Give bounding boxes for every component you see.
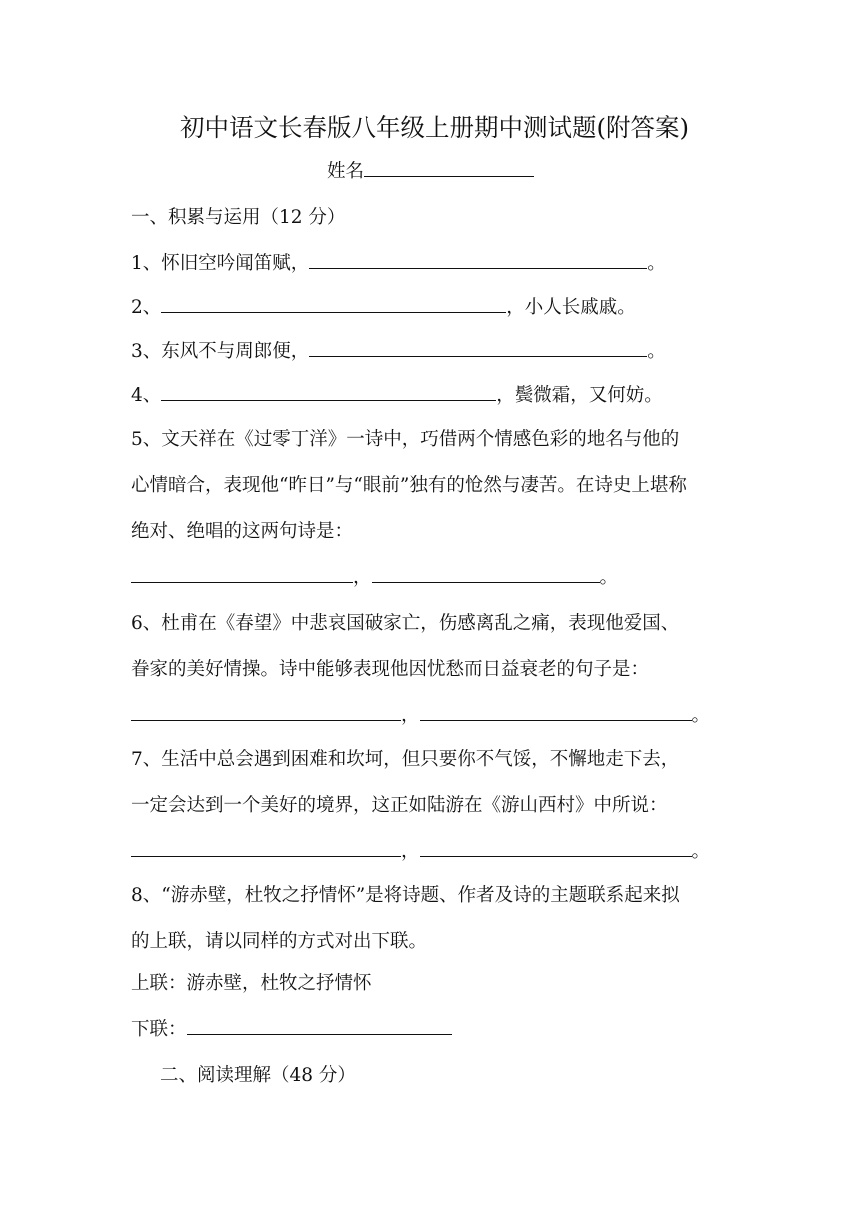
question-5-line3: 绝对、绝唱的这两句诗是： bbox=[131, 521, 354, 542]
q6-blank-2[interactable] bbox=[420, 704, 692, 721]
q7-separator: ， bbox=[401, 841, 420, 862]
question-7-line1: 7、生活中总会遇到困难和坎坷，但只要你不气馁，不懈地走下去， bbox=[131, 749, 680, 770]
question-3 bbox=[131, 340, 666, 364]
q2-text: ，小人长戚戚。 bbox=[506, 297, 636, 318]
q3-blank[interactable] bbox=[309, 340, 647, 357]
upper-couplet: 上联：游赤壁，杜牧之抒情怀 bbox=[131, 973, 372, 994]
section2-heading: 二、阅读理解（48 分） bbox=[160, 1065, 356, 1086]
question-5-answer bbox=[131, 566, 618, 590]
page-title: 初中语文长春版八年级上册期中测试题(附答案) bbox=[180, 113, 690, 142]
section1-heading: 一、积累与运用（12 分） bbox=[131, 207, 346, 228]
q7-end: 。 bbox=[691, 841, 711, 862]
q1-number: 1、 bbox=[131, 253, 162, 274]
lower-couplet-label: 下联： bbox=[131, 1019, 187, 1040]
q5-blank-1[interactable] bbox=[131, 566, 353, 583]
q2-blank[interactable] bbox=[161, 296, 506, 313]
question-7-line2: 一定会达到一个美好的境界，这正如陆游在《游山西村》中所说： bbox=[131, 795, 668, 816]
q3-text: 东风不与周郎便， bbox=[161, 341, 310, 362]
lower-couplet-row bbox=[131, 1018, 452, 1042]
question-6-line1: 6、杜甫在《春望》中悲哀国破家亡，伤感离乱之痛，表现他爱国、 bbox=[131, 613, 680, 634]
q4-number: 4、 bbox=[131, 385, 162, 406]
q2-number: 2、 bbox=[131, 297, 162, 318]
q1-blank[interactable] bbox=[309, 252, 647, 269]
q4-text: ，鬓微霜，又何妨。 bbox=[496, 385, 663, 406]
q7-blank-1[interactable] bbox=[131, 840, 401, 857]
question-8-line1: 8、“游赤壁，杜牧之抒情怀”是将诗题、作者及诗的主题联系起来拟 bbox=[131, 885, 680, 906]
question-2 bbox=[131, 296, 636, 320]
question-4 bbox=[131, 384, 663, 408]
q7-blank-2[interactable] bbox=[420, 840, 692, 857]
question-6-line2: 眷家的美好情操。诗中能够表现他因忧愁而日益衰老的句子是： bbox=[131, 659, 650, 680]
name-field-row bbox=[327, 160, 534, 184]
question-5-line2: 心情暗合，表现他“昨日”与“眼前”独有的怆然与凄苦。在诗史上堪称 bbox=[131, 475, 687, 496]
q1-end: 。 bbox=[647, 253, 666, 274]
question-7-answer bbox=[131, 840, 710, 864]
name-blank[interactable] bbox=[364, 160, 534, 177]
question-5-line1: 5、文天祥在《过零丁洋》一诗中，巧借两个情感色彩的地名与他的 bbox=[131, 429, 680, 450]
q5-blank-2[interactable] bbox=[372, 566, 600, 583]
q3-number: 3、 bbox=[131, 341, 162, 362]
q5-end: 。 bbox=[599, 567, 619, 588]
q6-blank-1[interactable] bbox=[131, 704, 401, 721]
lower-couplet-blank[interactable] bbox=[187, 1018, 452, 1035]
name-label: 姓名 bbox=[327, 161, 365, 182]
question-1 bbox=[131, 252, 666, 276]
q6-end: 。 bbox=[691, 705, 711, 726]
question-8-line2: 的上联，请以同样的方式对出下联。 bbox=[131, 931, 428, 952]
q5-separator: ， bbox=[353, 567, 372, 588]
q4-blank[interactable] bbox=[161, 384, 496, 401]
q3-end: 。 bbox=[647, 341, 666, 362]
q6-separator: ， bbox=[401, 705, 420, 726]
question-6-answer bbox=[131, 704, 710, 728]
q1-text: 怀旧空吟闻笛赋， bbox=[161, 253, 310, 274]
